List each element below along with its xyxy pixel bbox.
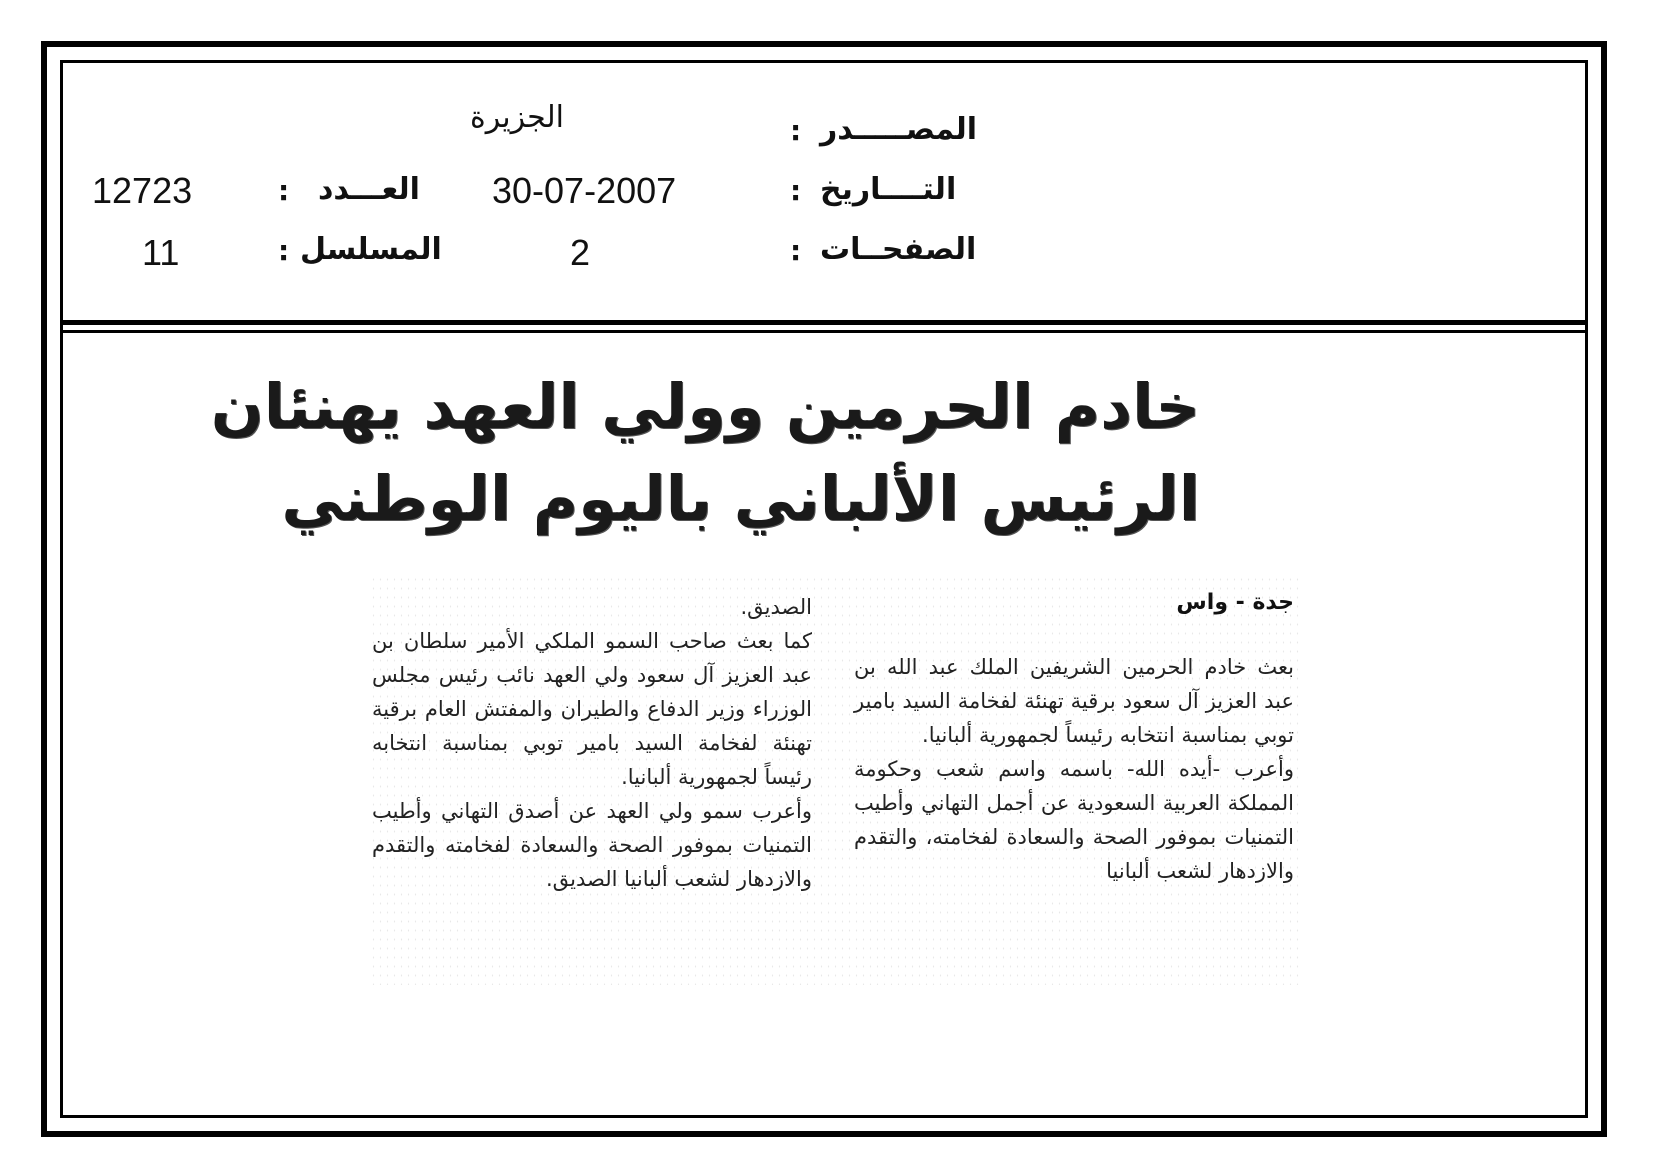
issue-colon: :: [278, 174, 290, 207]
source-colon: :: [790, 114, 802, 147]
header-divider-thin: [60, 330, 1588, 333]
serial-colon: :: [278, 234, 290, 267]
issue-value: 12723: [92, 170, 193, 211]
serial-value: 11: [142, 232, 180, 273]
paragraph: بعث خادم الحرمين الشريفين الملك عبد الله بن عبد العزيز آل سعود برقية تهنئة لفخامة السيد بامير توبي بمناسبة انتخابه رئيساً لجمهورية ألبانيا.: [854, 655, 1294, 747]
date-colon: :: [790, 174, 802, 207]
headline-line-1: خادم الحرمين وولي العهد يهنئان: [210, 370, 1200, 443]
date-value: 30-07-2007: [492, 170, 677, 211]
article-column-right: [854, 650, 1294, 888]
paragraph: وأعرب سمو ولي العهد عن أصدق التهاني وأطيب التمنيات بموفور الصحة والسعادة لفخامته والتقدم والازدهار لشعب ألبانيا الصديق.: [372, 799, 812, 891]
inner-frame: [60, 60, 1588, 1118]
source-value: الجزيرة: [470, 100, 565, 135]
headline-line-2: الرئيس الألباني باليوم الوطني: [281, 462, 1200, 535]
pages-value: 2: [570, 232, 591, 273]
paragraph: الصديق.: [740, 595, 812, 619]
source-label: المصـــــدر: [820, 112, 978, 147]
paragraph: كما بعث صاحب السمو الملكي الأمير سلطان بن عبد العزيز آل سعود ولي العهد نائب رئيس مجلس الوزراء وزير الدفاع والطيران والمفتش العام برقية تهنئة لفخامة السيد بامير توبي بمناسبة انتخابه رئيساً لجمهورية ألبانيا.: [372, 629, 812, 789]
pages-label: الصفحــات: [820, 232, 977, 267]
paragraph: وأعرب -أيده الله- باسمه واسم شعب وحكومة المملكة العربية السعودية عن أجمل التهاني وأطيب التمنيات بموفور الصحة والسعادة لفخامته، والتقدم والازدهار لشعب ألبانيا: [854, 757, 1294, 883]
header-divider: [60, 320, 1588, 325]
article-column-left: [372, 590, 812, 896]
pages-colon: :: [790, 234, 802, 267]
dateline: جدة - واس: [1176, 590, 1294, 615]
date-label: التــــاريخ: [820, 172, 957, 207]
serial-label: المسلسل: [300, 232, 442, 267]
issue-label: العـــدد: [318, 172, 420, 207]
